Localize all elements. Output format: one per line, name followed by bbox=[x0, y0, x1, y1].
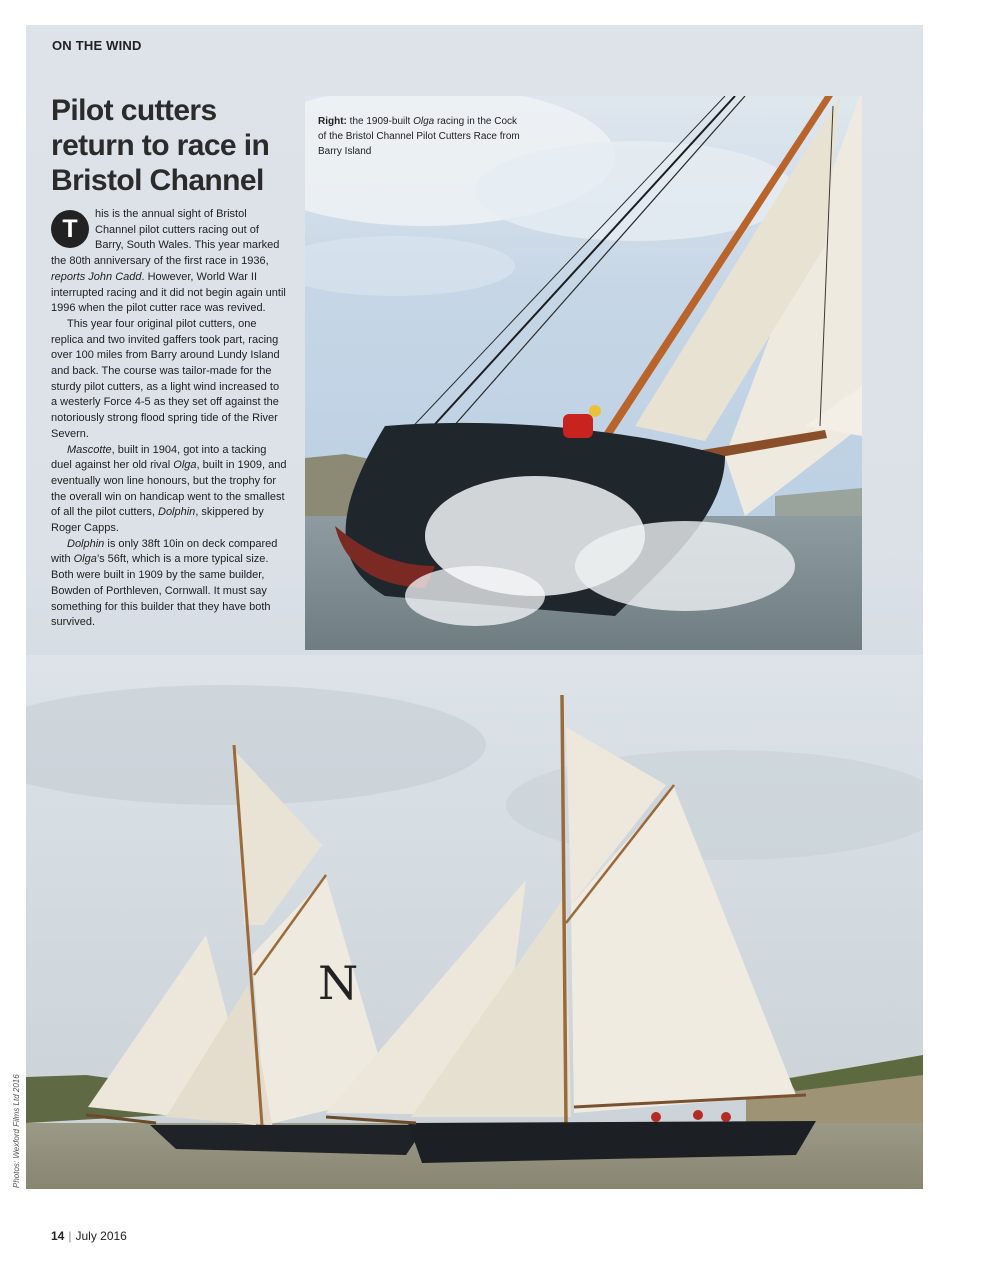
issue-date: July 2016 bbox=[75, 1229, 127, 1243]
text-run: , built in 1909, and eventually won line honours, but the trophy for the overall win on handicap went to the smallest of all the pilot cutters, bbox=[51, 459, 287, 519]
photo-olga-racing bbox=[305, 96, 862, 650]
folio bbox=[51, 1229, 127, 1243]
text-run: is only 38ft 10in on deck compared with bbox=[51, 537, 278, 566]
photo-olga-racing-image bbox=[305, 96, 862, 650]
text-run: racing in the Cock of the Bristol Channel Pilot Cutters Race from Barry Island bbox=[318, 116, 520, 157]
text-run: Olga bbox=[73, 553, 97, 566]
article-paragraph-3 bbox=[51, 443, 287, 537]
text-run: Right: bbox=[318, 116, 347, 127]
text-run: Olga bbox=[413, 116, 435, 127]
text-run: . However, World War II interrupted racing and it did not begin again until 1996 when the pilot cutter race was revived. bbox=[51, 270, 286, 315]
text-run: the 1909-built bbox=[346, 116, 414, 127]
section-label: ON THE WIND bbox=[52, 38, 142, 53]
photo-caption bbox=[318, 114, 528, 159]
folio-separator: | bbox=[68, 1229, 72, 1243]
text-run: Olga bbox=[173, 459, 197, 472]
headline: Pilot cutters return to race in Bristol Channel bbox=[51, 94, 270, 197]
text-run: ’s 56ft, which is a more typical size. Both were built in 1909 by the same builder, Bowden of Porthleven, Cornwall. It must say something for this builder that they have both survived. bbox=[51, 553, 271, 629]
text-run: , skippered by Roger Capps. bbox=[51, 506, 264, 535]
text-run: Dolphin bbox=[67, 537, 105, 550]
article-paragraph-4 bbox=[51, 537, 287, 631]
photo-two-pilot-cutters bbox=[26, 655, 923, 1189]
text-run: Mascotte bbox=[67, 443, 112, 456]
text-run: Dolphin bbox=[158, 506, 196, 519]
photo-credit: Photos: Wexford Films Ltd 2016 bbox=[12, 1074, 21, 1188]
photo-two-pilot-cutters-image bbox=[26, 655, 923, 1189]
article-paragraph-2 bbox=[51, 317, 287, 443]
text-run: , built in 1904, got into a tacking duel against her old rival bbox=[51, 443, 267, 472]
text-run: This year four original pilot cutters, one replica and two invited gaffers took part, racing over 100 miles from Barry around Lundy Island and back. The course was tailor-made for the sturdy pilot cutters, as a light wind increased to a westerly Force 4-5 as they set off against the notoriously strong flood spring tide of the River Severn. bbox=[51, 317, 280, 440]
text-run: his is the annual sight of Bristol Channel pilot cutters racing out of Barry, South Wales. This year marked the 80th anniversary of the first race in 1936, bbox=[51, 208, 280, 268]
sail-letter: N bbox=[318, 956, 359, 1010]
article-body bbox=[51, 207, 287, 631]
dropcap: T bbox=[51, 210, 89, 248]
text-run: reports John Cadd bbox=[51, 270, 142, 283]
page-number: 14 bbox=[51, 1229, 65, 1243]
